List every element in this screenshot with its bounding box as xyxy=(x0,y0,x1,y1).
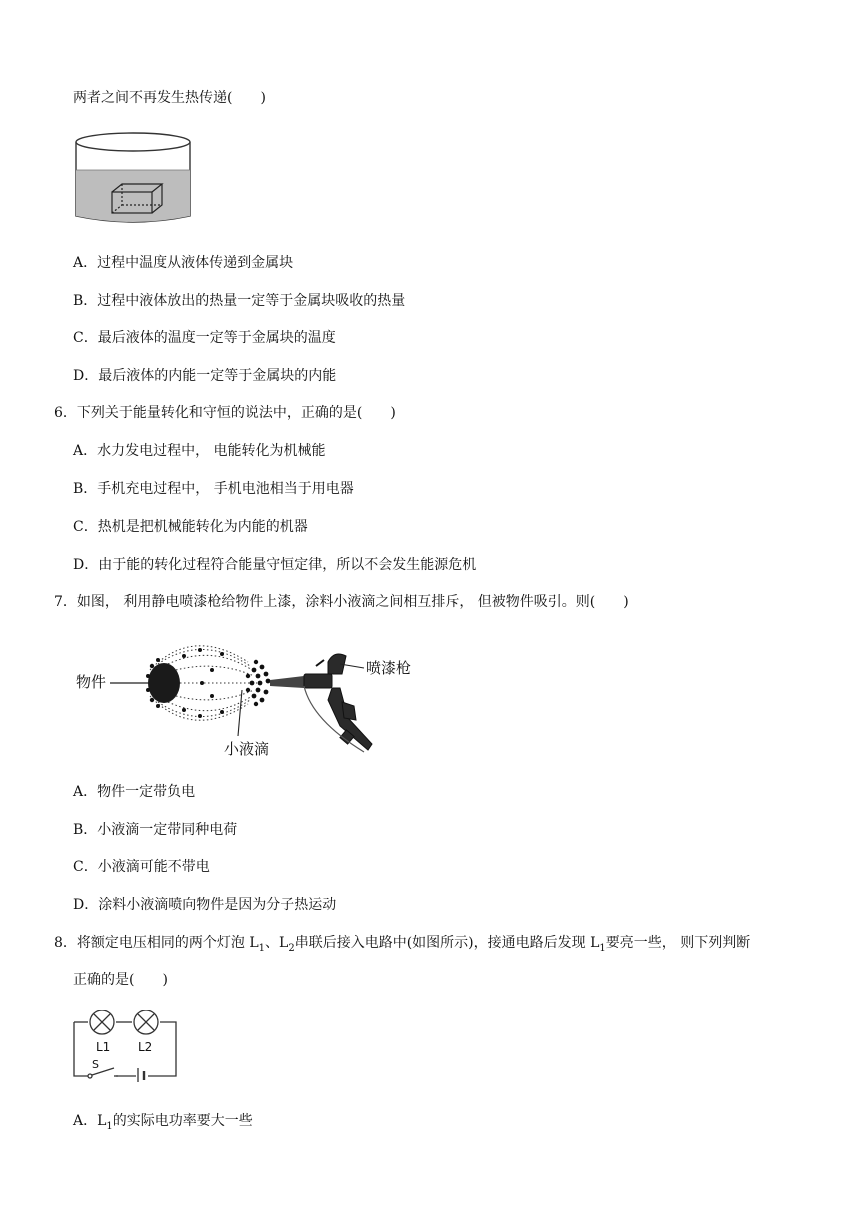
q8-option-a-sub: 1 xyxy=(106,1120,113,1132)
q7-option-c: C．小液滴可能不带电 xyxy=(73,859,210,875)
l2-label: L2 xyxy=(138,1040,153,1054)
q5-option-d: D．最后液体的内能一定等于金属块的内能 xyxy=(73,368,337,384)
beaker-figure xyxy=(74,130,192,226)
q8-stem-part-a: 8．将额定电压相同的两个灯泡 L xyxy=(54,935,259,951)
q8-option-a-prefix: A．L xyxy=(73,1113,107,1129)
q6-option-d: D．由于能的转化过程符合能量守恒定律，所以不会发生能源危机 xyxy=(73,557,477,573)
lamp-l2-icon xyxy=(134,1010,158,1034)
q8-stem-part-b: 、L xyxy=(265,935,289,951)
spray-gun-label: 喷漆枪 xyxy=(366,659,412,677)
object-label: 物件 xyxy=(76,673,107,691)
q5-option-a: A．过程中温度从液体传递到金属块 xyxy=(73,255,294,271)
q6-option-c: C．热机是把机械能转化为内能的机器 xyxy=(73,519,308,535)
q7-option-b: B．小液滴一定带同种电荷 xyxy=(73,822,238,838)
battery-icon xyxy=(138,1068,144,1082)
q8-sub-2: 2 xyxy=(288,942,295,954)
object-ball-icon xyxy=(148,663,180,703)
question-7-stem: 7．如图， 利用静电喷漆枪给物件上漆，涂料小液滴之间相互排斥， 但被物件吸引。则( ) xyxy=(54,594,629,610)
question-8-stem-line2: 正确的是( ) xyxy=(73,972,168,988)
q8-sub-1: 1 xyxy=(258,942,266,954)
q6-option-b: B．手机充电过程中， 手机电池相当于用电器 xyxy=(73,481,354,497)
q8-option-a xyxy=(73,1112,253,1136)
question-8-stem-line1 xyxy=(54,934,750,958)
q6-option-a: A．水力发电过程中， 电能转化为机械能 xyxy=(73,443,326,459)
q8-option-a-rest: 的实际电功率要大一些 xyxy=(112,1113,253,1129)
q8-stem-part-c: 串联后接入电路中(如图所示)，接通电路后发现 L xyxy=(294,935,600,951)
l1-label: L1 xyxy=(96,1040,111,1054)
q5-option-c: C．最后液体的温度一定等于金属块的温度 xyxy=(73,330,336,346)
droplet-label: 小液滴 xyxy=(224,740,270,758)
q8-stem-part-d: 要亮一些， 则下列判断 xyxy=(605,935,751,951)
question-6-stem: 6．下列关于能量转化和守恒的说法中，正确的是( ) xyxy=(54,405,396,421)
q7-option-a: A．物件一定带负电 xyxy=(73,784,196,800)
q5-option-b: B．过程中液体放出的热量一定等于金属块吸收的热量 xyxy=(73,293,406,309)
lamp-l1-icon xyxy=(90,1010,114,1034)
switch-label: S xyxy=(92,1058,99,1071)
q7-option-d: D．涂料小液滴喷向物件是因为分子热运动 xyxy=(73,897,337,913)
spray-gun-icon xyxy=(304,654,372,750)
question-5-stem-continuation: 两者之间不再发生热传递( ) xyxy=(73,90,266,106)
circuit-figure xyxy=(72,1010,178,1082)
q8-sub-3: 1 xyxy=(599,942,606,954)
